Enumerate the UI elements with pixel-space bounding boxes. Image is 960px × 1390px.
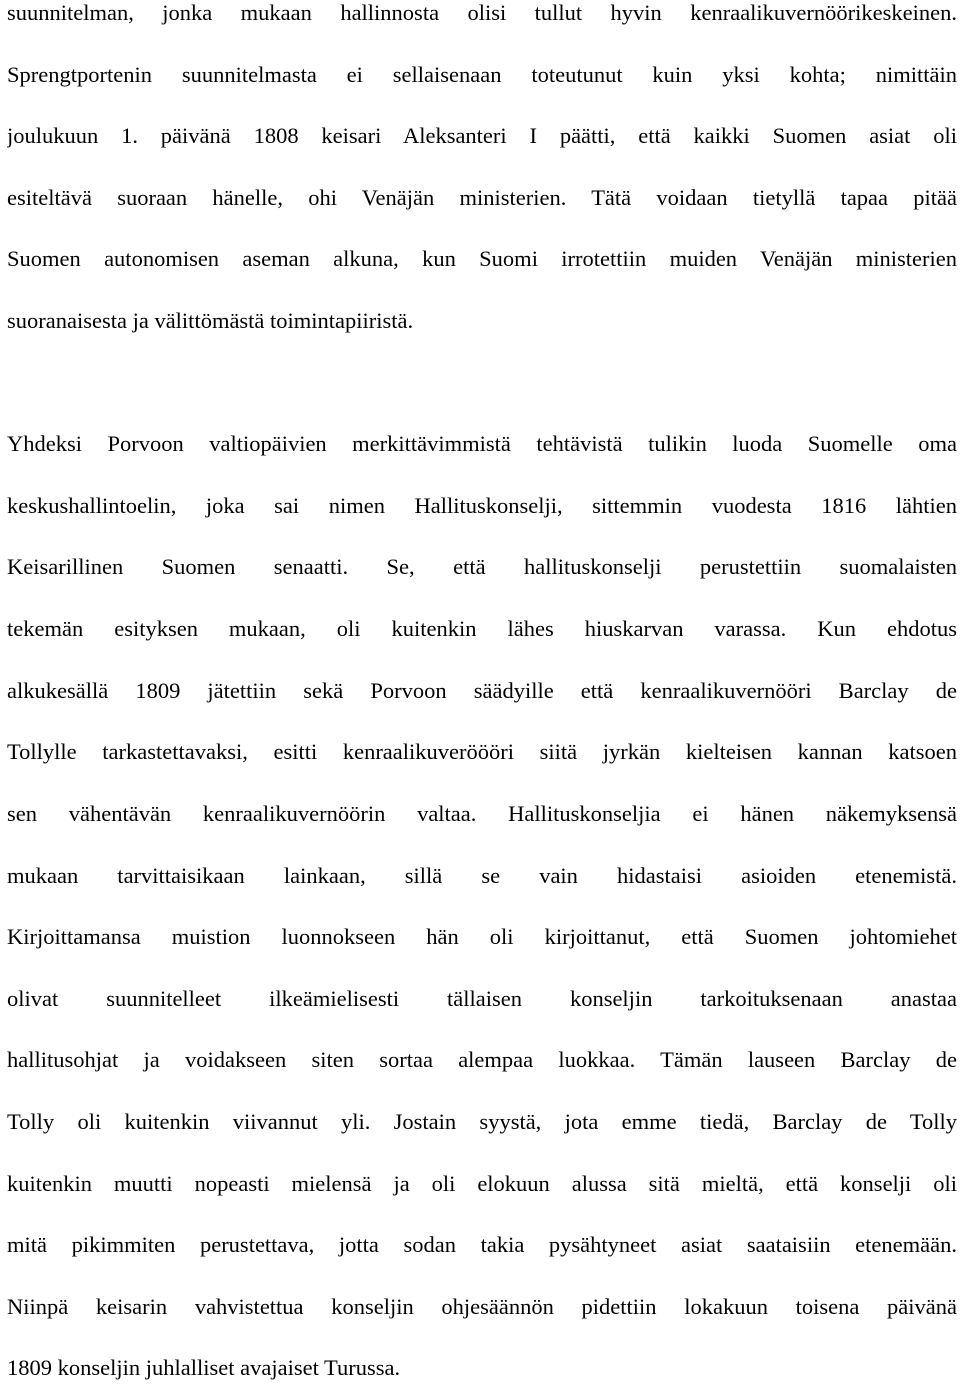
text-line: olivat suunnitelleet ilkeämielisesti tällaisen konseljin tarkoituksenaan anastaa	[7, 986, 957, 1011]
text-line: 1809 konseljin juhlalliset avajaiset Turussa.	[7, 1355, 401, 1380]
text-line: Sprengtportenin suunnitelmasta ei sellaisenaan toteutunut kuin yksi kohta; nimittäin	[7, 62, 957, 87]
text-line: sen vähentävän kenraalikuvernöörin valtaa. Hallituskonseljia ei hänen näkemyksensä	[7, 801, 957, 826]
text-line: kuitenkin muutti nopeasti mielensä ja oli elokuun alussa sitä mieltä, että konselji oli	[7, 1171, 957, 1196]
text-line: Niinpä keisarin vahvistettua konseljin ohjesäännön pidettiin lokakuun toisena päivänä	[7, 1294, 957, 1319]
text-line: Tolly oli kuitenkin viivannut yli. Jostain syystä, jota emme tiedä, Barclay de Tolly	[7, 1109, 957, 1134]
text-line: Yhdeksi Porvoon valtiopäivien merkittävimmistä tehtävistä tulikin luoda Suomelle oma	[7, 431, 957, 456]
text-line: Suomen autonomisen aseman alkuna, kun Suomi irrotettiin muiden Venäjän ministerien	[7, 246, 957, 271]
text-line: alkukesällä 1809 jätettiin sekä Porvoon säädyille että kenraalikuvernööri Barclay de	[7, 678, 957, 703]
text-line: Tollylle tarkastettavaksi, esitti kenraalikuveröööri siitä jyrkän kielteisen kannan katsoen	[7, 739, 957, 764]
text-line: mukaan tarvittaisikaan lainkaan, sillä se vain hidastaisi asioiden etenemistä.	[7, 863, 957, 888]
text-line: hallitusohjat ja voidakseen siten sortaa alempaa luokkaa. Tämän lauseen Barclay de	[7, 1047, 957, 1072]
text-line: esiteltävä suoraan hänelle, ohi Venäjän ministerien. Tätä voidaan tietyllä tapaa pitää	[7, 185, 957, 210]
text-line: mitä pikimmiten perustettava, jotta sodan takia pysähtyneet asiat saataisiin etenemään.	[7, 1232, 957, 1257]
text-line: suunnitelman, jonka mukaan hallinnosta olisi tullut hyvin kenraalikuvernöörikeskeinen.	[7, 0, 957, 25]
text-line: suoranaisesta ja välittömästä toimintapiiristä.	[7, 308, 414, 333]
text-line: joulukuun 1. päivänä 1808 keisari Aleksanteri I päätti, että kaikki Suomen asiat oli	[7, 123, 957, 148]
text-line: Kirjoittamansa muistion luonnokseen hän oli kirjoittanut, että Suomen johtomiehet	[7, 924, 957, 949]
text-line: Keisarillinen Suomen senaatti. Se, että hallituskonselji perustettiin suomalaisten	[7, 554, 957, 579]
text-line: keskushallintoelin, joka sai nimen Hallituskonselji, sittemmin vuodesta 1816 lähtien	[7, 493, 957, 518]
text-line: tekemän esityksen mukaan, oli kuitenkin lähes hiuskarvan varassa. Kun ehdotus	[7, 616, 957, 641]
